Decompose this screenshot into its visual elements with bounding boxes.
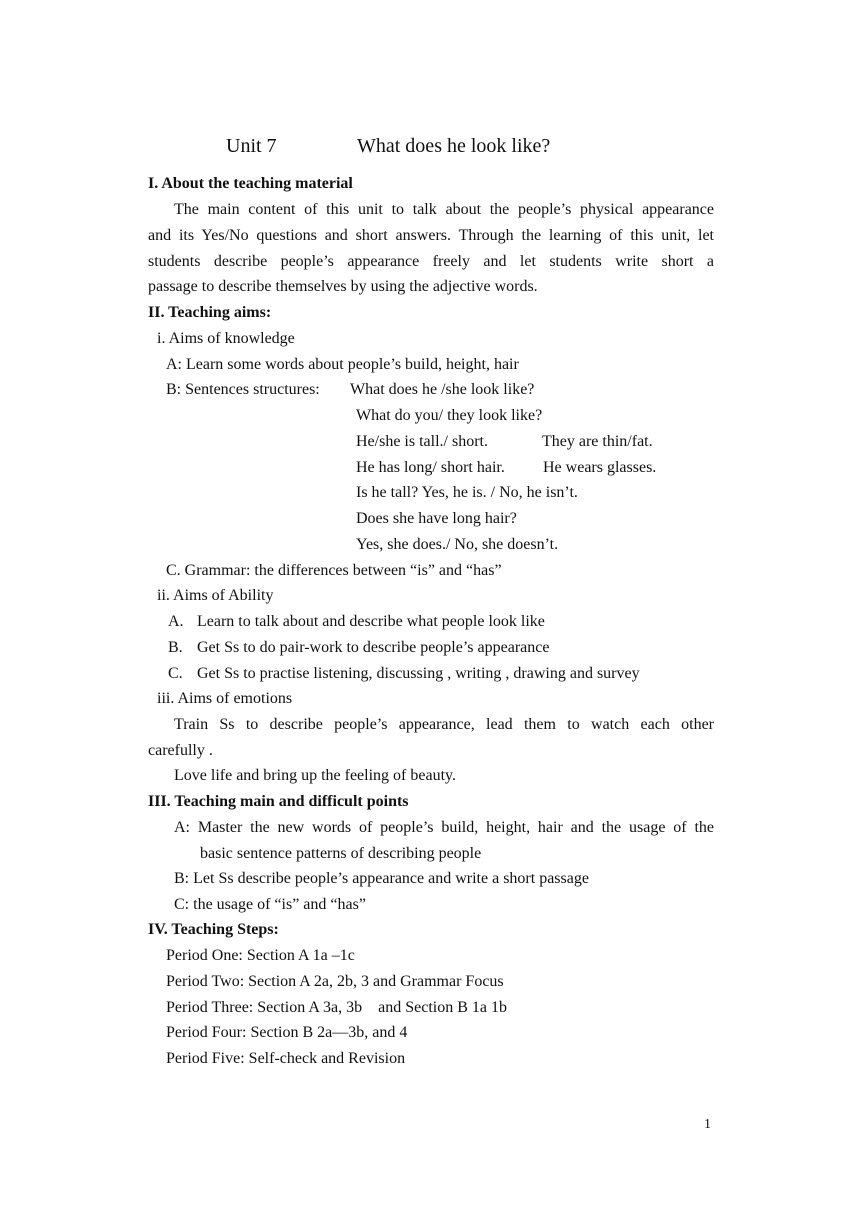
period-5: Period Five: Self-check and Revision: [166, 1050, 406, 1067]
period-4: Period Four: Section B 2a—3b, and 4: [166, 1024, 408, 1041]
section-1-heading: I. About the teaching material: [148, 175, 353, 192]
sentence-5: Is he tall? Yes, he is. / No, he isn’t.: [356, 484, 578, 501]
sentence-4b: He wears glasses.: [543, 459, 657, 476]
knowledge-aim-a: A: Learn some words about people’s build, height, hair: [166, 356, 519, 373]
section-4-heading: IV. Teaching Steps:: [148, 921, 279, 938]
section-2-heading: II. Teaching aims:: [148, 304, 272, 321]
sentence-1: What does he /she look like?: [350, 381, 535, 398]
point-a-line-1: A: Master the new words of people’s build, height, hair and the usage of the: [174, 819, 714, 836]
period-1: Period One: Section A 1a –1c: [166, 947, 355, 964]
section-1-line-4: passage to describe themselves by using the adjective words.: [148, 278, 538, 295]
page-number: 1: [704, 1117, 711, 1132]
ability-aim-b-mark: B.: [168, 639, 183, 656]
emotion-aims-heading: iii. Aims of emotions: [157, 690, 293, 707]
point-b: B: Let Ss describe people’s appearance and write a short passage: [174, 870, 589, 887]
section-1-line-1: The main content of this unit to talk about the people’s physical appearance: [174, 201, 714, 218]
emotion-aim-2: Love life and bring up the feeling of beauty.: [174, 767, 456, 784]
period-3: Period Three: Section A 3a, 3b and Section B 1a 1b: [166, 999, 507, 1016]
ability-aim-a-mark: A.: [168, 613, 184, 630]
title-question: What does he look like?: [357, 135, 551, 157]
title-unit: Unit 7: [226, 135, 277, 157]
emotion-aim-1a: Train Ss to describe people’s appearance, lead them to watch each other: [174, 716, 714, 733]
point-a-line-2: basic sentence patterns of describing people: [200, 845, 482, 862]
section-1-line-3: students describe people’s appearance freely and let students write short a: [148, 253, 714, 270]
sentence-3a: He/she is tall./ short.: [356, 433, 488, 450]
sentence-2: What do you/ they look like?: [356, 407, 543, 424]
knowledge-aim-b-label: B: Sentences structures:: [166, 381, 320, 398]
sentence-7: Yes, she does./ No, she doesn’t.: [356, 536, 559, 553]
knowledge-aim-c: C. Grammar: the differences between “is” and “has”: [166, 562, 502, 579]
ability-aim-c-mark: C.: [168, 665, 183, 682]
period-2: Period Two: Section A 2a, 2b, 3 and Grammar Focus: [166, 973, 504, 990]
ability-aim-a: Learn to talk about and describe what people look like: [197, 613, 545, 630]
point-c: C: the usage of “is” and “has”: [174, 896, 366, 913]
ability-aim-c: Get Ss to practise listening, discussing , writing , drawing and survey: [197, 665, 640, 682]
sentence-3b: They are thin/fat.: [542, 433, 653, 450]
emotion-aim-1b: carefully .: [148, 742, 213, 759]
ability-aim-b: Get Ss to do pair-work to describe people’s appearance: [197, 639, 550, 656]
sentence-6: Does she have long hair?: [356, 510, 517, 527]
knowledge-aims-heading: i. Aims of knowledge: [157, 330, 295, 347]
ability-aims-heading: ii. Aims of Ability: [157, 587, 274, 604]
sentence-4a: He has long/ short hair.: [356, 459, 505, 476]
section-3-heading: III. Teaching main and difficult points: [148, 793, 409, 810]
section-1-line-2: and its Yes/No questions and short answers. Through the learning of this unit, let: [148, 227, 714, 244]
